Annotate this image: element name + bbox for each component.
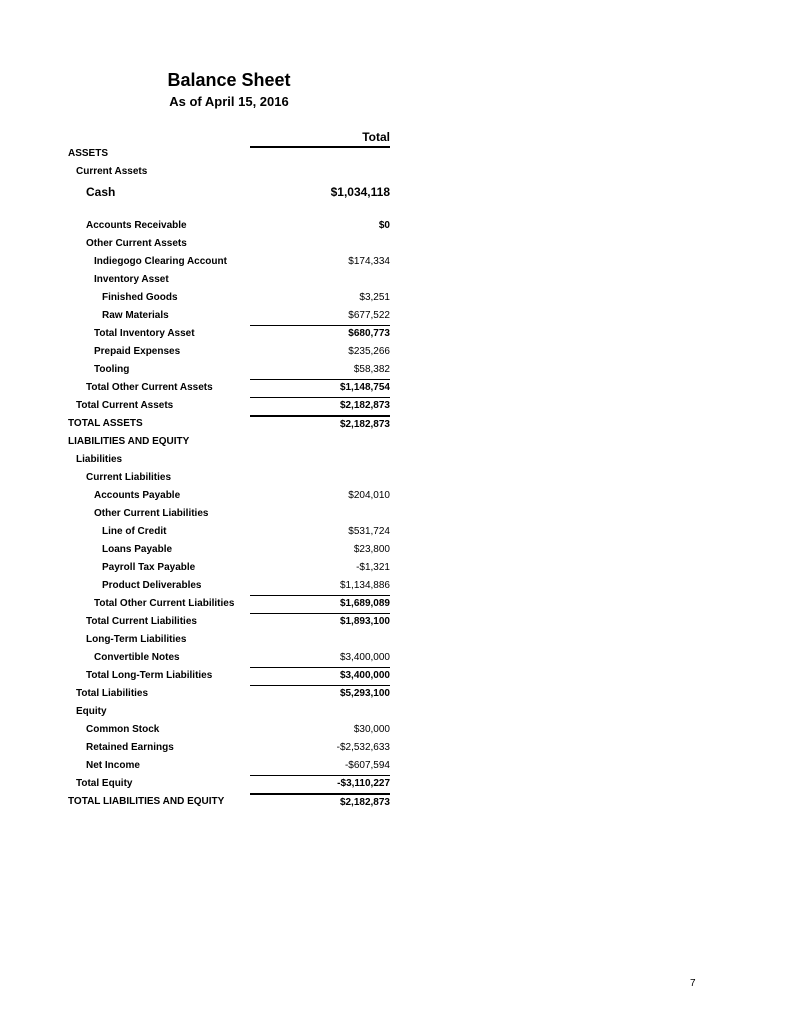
report-subtitle: As of April 15, 2016 [169,94,289,109]
table-row [0,469,400,487]
row-amount: $1,034,118 [330,185,390,199]
row-label: Retained Earnings [86,742,174,753]
row-label: Net Income [86,760,140,771]
table-row [0,271,400,289]
row-label: Payroll Tax Payable [102,562,196,573]
row-label: Other Current Liabilities [94,508,209,519]
row-label: Tooling [94,364,130,375]
table-row [0,325,400,343]
row-label: Common Stock [86,724,160,735]
row-label: Current Liabilities [86,472,172,483]
row-label: Liabilities [76,454,123,465]
row-amount: -$1,321 [356,562,390,573]
row-label: Total Equity [76,778,133,789]
row-label: TOTAL LIABILITIES AND EQUITY [68,796,225,807]
table-row [0,235,400,253]
table-row [0,217,400,235]
row-amount: $235,266 [348,346,390,357]
table-row [0,613,400,631]
table-row [0,181,400,217]
row-label: Cash [86,185,116,199]
table-row [0,145,400,163]
page-number: 7 [690,978,696,989]
row-label: Total Other Current Assets [86,382,213,393]
row-label: Raw Materials [102,310,169,321]
table-row [0,541,400,559]
table-row [0,703,400,721]
row-amount: $174,334 [348,256,390,267]
table-row [0,307,400,325]
table-row [0,577,400,595]
balance-sheet-table [0,145,400,811]
table-row [0,649,400,667]
table-row [0,343,400,361]
row-label: Equity [76,706,107,717]
table-row [0,631,400,649]
row-label: Other Current Assets [86,238,187,249]
table-row [0,163,400,181]
row-amount: -$607,594 [344,760,390,771]
row-label: Finished Goods [102,292,178,303]
row-label: Total Current Liabilities [86,616,197,627]
table-row [0,739,400,757]
table-row [0,361,400,379]
row-amount: $2,182,873 [250,397,390,415]
row-label: ASSETS [68,148,109,159]
row-label: Total Long-Term Liabilities [86,670,213,681]
row-amount: $58,382 [353,364,390,375]
row-label: LIABILITIES AND EQUITY [68,436,190,447]
table-row [0,487,400,505]
row-amount: $3,400,000 [250,667,390,685]
row-label: Total Inventory Asset [94,328,195,339]
table-row [0,595,400,613]
row-amount: $204,010 [348,490,390,501]
row-label: Line of Credit [102,526,167,537]
table-row [0,379,400,397]
table-row [0,451,400,469]
row-amount: -$2,532,633 [336,742,390,753]
table-row [0,505,400,523]
table-row [0,757,400,775]
table-row [0,667,400,685]
row-label: Accounts Payable [94,490,181,501]
table-row [0,523,400,541]
row-label: TOTAL ASSETS [68,418,143,429]
column-header-total: Total [250,128,390,148]
row-amount: $0 [378,220,390,231]
table-row [0,775,400,793]
row-amount: $531,724 [348,526,390,537]
row-label: Total Other Current Liabilities [94,598,235,609]
table-row [0,685,400,703]
row-label: Loans Payable [102,544,173,555]
row-amount: $680,773 [250,325,390,343]
row-amount: $3,251 [359,292,390,303]
row-label: Indiegogo Clearing Account [94,256,227,267]
row-label: Convertible Notes [94,652,180,663]
row-label: Accounts Receivable [86,220,187,231]
row-label: Inventory Asset [94,274,169,285]
table-row [0,793,400,811]
row-amount: $2,182,873 [250,793,390,811]
row-amount: $3,400,000 [339,652,390,663]
table-row [0,721,400,739]
row-label: Prepaid Expenses [94,346,181,357]
table-row [0,289,400,307]
row-label: Long-Term Liabilities [86,634,187,645]
row-amount: $1,689,089 [250,595,390,613]
row-amount: $2,182,873 [250,415,390,433]
report-title: Balance Sheet [167,70,291,90]
table-row [0,253,400,271]
row-label: Total Liabilities [76,688,149,699]
table-row [0,397,400,415]
row-amount: $1,148,754 [250,379,390,397]
row-label: Product Deliverables [102,580,202,591]
row-amount: $1,134,886 [339,580,390,591]
row-amount: $5,293,100 [250,685,390,703]
row-amount: -$3,110,227 [250,775,390,793]
row-label: Total Current Assets [76,400,174,411]
table-row [0,415,400,433]
table-row [0,433,400,451]
row-amount: $30,000 [353,724,390,735]
table-row [0,559,400,577]
row-amount: $1,893,100 [250,613,390,631]
row-amount: $677,522 [348,310,390,321]
row-label: Current Assets [76,166,148,177]
row-amount: $23,800 [353,544,390,555]
